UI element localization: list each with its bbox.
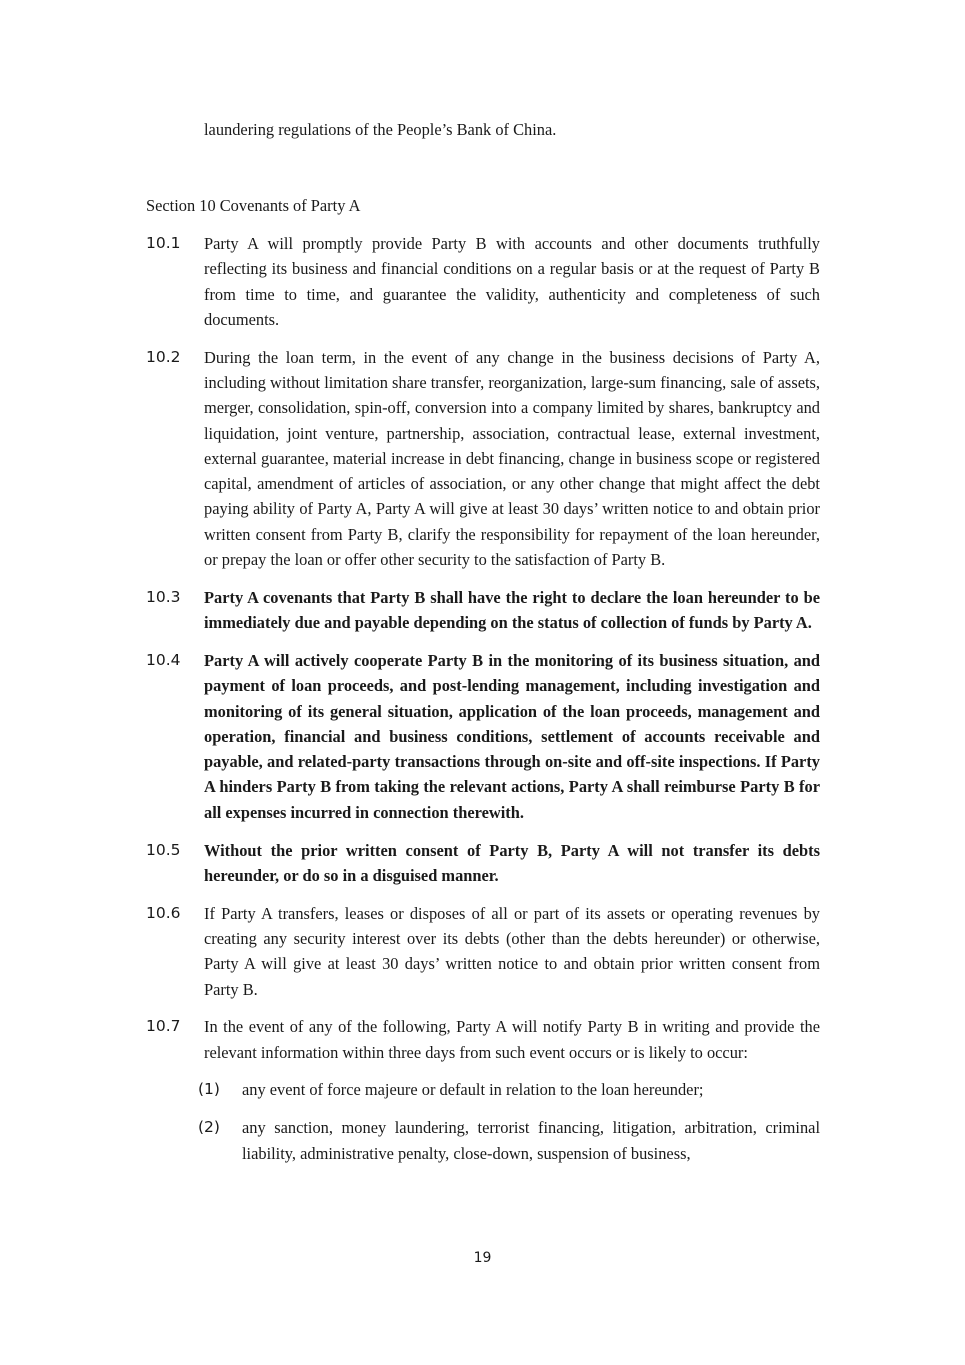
subitem-list <box>198 1077 820 1165</box>
subitem-text: any sanction, money laundering, terrorist financing, litigation, arbitration, criminal liability, administrative penalty, close-down, suspension of business, <box>242 1118 820 1163</box>
clause-text: During the loan term, in the event of any change in the business decisions of Party A, including without limitation share transfer, reorganization, large-sum financing, sale of assets, merger, consolidation, spin-off, conversion into a company limited by shares, bankruptcy and liquidation, joint venture, partnership, association, contractual lease, external investment, external guarantee, material increase in debt financing, change in business scope or registered capital, amendment of articles of association, or any other change that might affect the debt paying ability of Party A, Party A will give at least 30 days’ written notice to and obtain prior written consent from Party B, clarify the responsibility for repayment of the loan hereunder, or prepay the loan or offer other security to the satisfaction of Party B. <box>204 347 820 570</box>
subitem-number: (2) <box>198 1118 220 1137</box>
clause-10-2 <box>146 345 820 573</box>
clause-number: 10.2 <box>146 347 181 366</box>
clause-10-6 <box>146 901 820 1002</box>
clause-text: Without the prior written consent of Party B, Party A will not transfer its debts hereunder, or do so in a disguised manner. <box>204 840 820 885</box>
clause-10-7 <box>146 1014 820 1065</box>
section-title: Section 10 Covenants of Party A <box>146 196 361 215</box>
clause-10-5 <box>146 838 820 889</box>
subitem-2 <box>198 1115 820 1166</box>
clause-number: 10.7 <box>146 1017 181 1036</box>
clause-text: Party A will actively cooperate Party B in the monitoring of its business situation, and payment of loan proceeds, and post-lending management, including investigation and monitoring of its general situation, application of the loan proceeds, management and operation, financial and business conditions, settlement of accounts receivable and payable, and related-party transactions through on-site and off-site inspections. If Party A hinders Party B from taking the relevant actions, Party A shall reimburse Party B for all expenses incurred in connection therewith. <box>204 650 820 822</box>
subitem-number: (1) <box>198 1080 220 1099</box>
subitem-1 <box>198 1077 820 1102</box>
clause-number: 10.5 <box>146 840 181 859</box>
clause-number: 10.4 <box>146 650 181 669</box>
page-number: 19 <box>473 1250 492 1266</box>
clause-number: 10.3 <box>146 587 181 606</box>
clause-10-3 <box>146 585 820 636</box>
clause-text: If Party A transfers, leases or disposes of all or part of its assets or operating revenues by creating any security interest over its debts (other than the debts hereunder) or otherwise, Party A will give at least 30 days’ written notice to and obtain prior written consent from Party B. <box>204 903 820 999</box>
clause-text: Party A will promptly provide Party B with accounts and other documents truthfully reflecting its business and financial conditions on a regular basis or at the request of Party B from time to time, and guarantee the validity, authenticity and completeness of such documents. <box>204 234 820 329</box>
clause-10-4 <box>146 648 820 825</box>
continuation-paragraph: laundering regulations of the People’s Bank of China. <box>204 120 557 139</box>
clause-number: 10.6 <box>146 903 181 922</box>
clause-10-1 <box>146 231 820 332</box>
clause-text: Party A covenants that Party B shall have the right to declare the loan hereunder to be immediately due and payable depending on the status of collection of funds by Party A. <box>204 587 820 633</box>
clause-text: In the event of any of the following, Party A will notify Party B in writing and provide the relevant information within three days from such event occurs or is likely to occur: <box>204 1017 820 1062</box>
clause-list <box>146 231 820 1178</box>
subitem-text: any event of force majeure or default in relation to the loan hereunder; <box>242 1080 704 1100</box>
clause-number: 10.1 <box>146 234 181 252</box>
